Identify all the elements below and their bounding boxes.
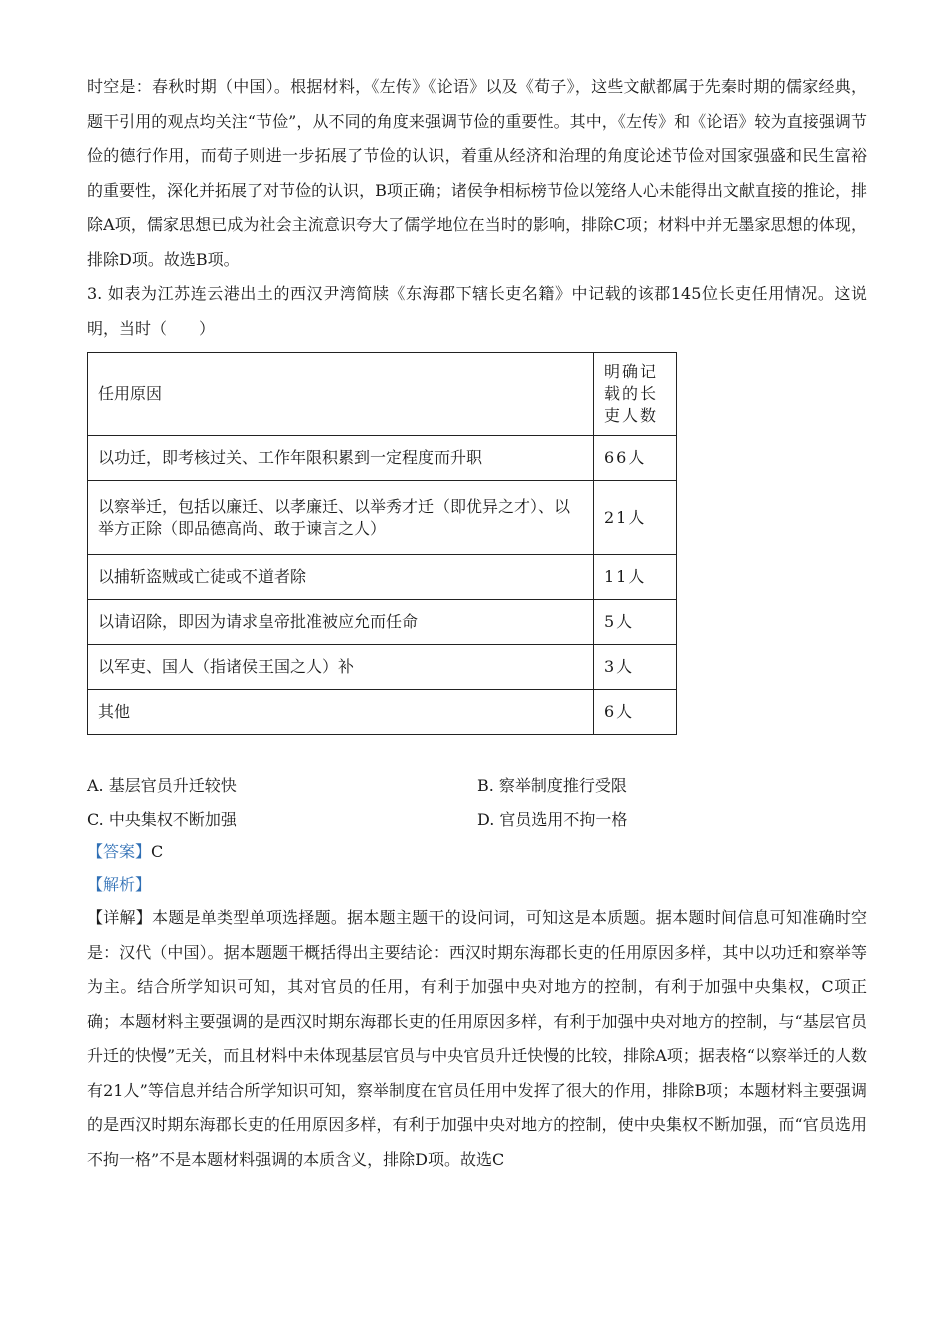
- row-count: 21人: [594, 481, 677, 555]
- row-count: 3人: [594, 645, 677, 690]
- row-count: 11人: [594, 555, 677, 600]
- analysis-line: [87, 868, 867, 901]
- table-row: [88, 600, 677, 645]
- option-d: D. 官员选用不拘一格: [477, 809, 628, 829]
- previous-explanation: 时空是：春秋时期（中国）。根据材料，《左传》《论语》以及《荀子》，这些文献都属于先秦时期的儒家经典，题干引用的观点均关注“节俭”，从不同的角度来强调节俭的重要性。其中，《左传》和《论语》较为直接强调节俭的德行作用，而荀子则进一步拓展了节俭的认识，着重从经济和治理的角度论述节俭对国家强盛和民生富裕的重要性，深化并拓展了对节俭的认识，B项正确；诸侯争相标榜节俭以笼络人心未能得出文献直接的推论，排除A项，儒家思想已成为社会主流意识夸大了儒学地位在当时的影响，排除C项；材料中并无墨家思想的体现，排除D项。故选B项。: [87, 77, 867, 269]
- row-count: 66人: [594, 436, 677, 481]
- detail-label: 【详解】: [87, 908, 153, 927]
- question-stem: 3. 如表为江苏连云港出土的西汉尹湾简牍《东海郡下辖长吏名籍》中记载的该郡145位长吏任用情况。这说明，当时（ ）: [87, 284, 867, 338]
- row-count: 5人: [594, 600, 677, 645]
- table-row: [88, 436, 677, 481]
- analysis-label: 【解析】: [87, 875, 152, 894]
- document-page: [87, 70, 867, 1177]
- answer-line: [87, 835, 867, 868]
- options-row: [87, 767, 867, 801]
- options-row: [87, 801, 867, 835]
- row-reason: 以功迁，即考核过关、工作年限积累到一定程度而升职: [88, 436, 594, 481]
- option-b: B. 察举制度推行受限: [477, 775, 627, 795]
- header-reason: 任用原因: [88, 353, 594, 436]
- table-row: [88, 690, 677, 735]
- table-row: [88, 645, 677, 690]
- option-a: A. 基层官员升迁较快: [87, 775, 237, 795]
- answer-options: [87, 767, 867, 835]
- table-header-row: [88, 353, 677, 436]
- appointment-table: [87, 352, 677, 735]
- row-reason: 以捕斩盗贼或亡徒或不道者除: [88, 555, 594, 600]
- table-row: [88, 481, 677, 555]
- detail-text: 本题是单类型单项选择题。据本题主题干的设问词，可知这是本质题。据本题时间信息可知准确时空是：汉代（中国）。据本题题干概括得出主要结论：西汉时期东海郡长吏的任用原因多样，其中以功迁和察举等为主。结合所学知识可知，其对官员的任用，有利于加强中央对地方的控制，有利于加强中央集权，C项正确；本题材料主要强调的是西汉时期东海郡长吏的任用原因多样，有利于加强中央对地方的控制，与“基层官员升迁的快慢”无关，而且材料中未体现基层官员与中央官员升迁快慢的比较，排除A项；据表格“以察举迁的人数有21人”等信息并结合所学知识可知，察举制度在官员任用中发挥了很大的作用，排除B项；本题材料主要强调的是西汉时期东海郡长吏的任用原因多样，有利于加强中央对地方的控制，使中央集权不断加强，而“官员选用不拘一格”不是本题材料强调的本质含义，排除D项。故选C: [87, 908, 867, 1169]
- table-row: [88, 555, 677, 600]
- option-c: C. 中央集权不断加强: [87, 809, 237, 829]
- answer-value: C: [151, 842, 164, 861]
- detail-paragraph: [87, 901, 867, 1177]
- answer-label: 【答案】: [87, 842, 152, 861]
- row-count: 6人: [594, 690, 677, 735]
- row-reason: 以军吏、国人（指诸侯王国之人）补: [88, 645, 594, 690]
- row-reason: 以请诏除，即因为请求皇帝批准被应允而任命: [88, 600, 594, 645]
- header-count: 明确记载的长吏人数: [594, 353, 677, 436]
- row-reason: 以察举迁，包括以廉迁、以孝廉迁、以举秀才迁（即优异之才）、以举方正除（即品德高尚、敢于谏言之人）: [88, 481, 594, 555]
- row-reason: 其他: [88, 690, 594, 735]
